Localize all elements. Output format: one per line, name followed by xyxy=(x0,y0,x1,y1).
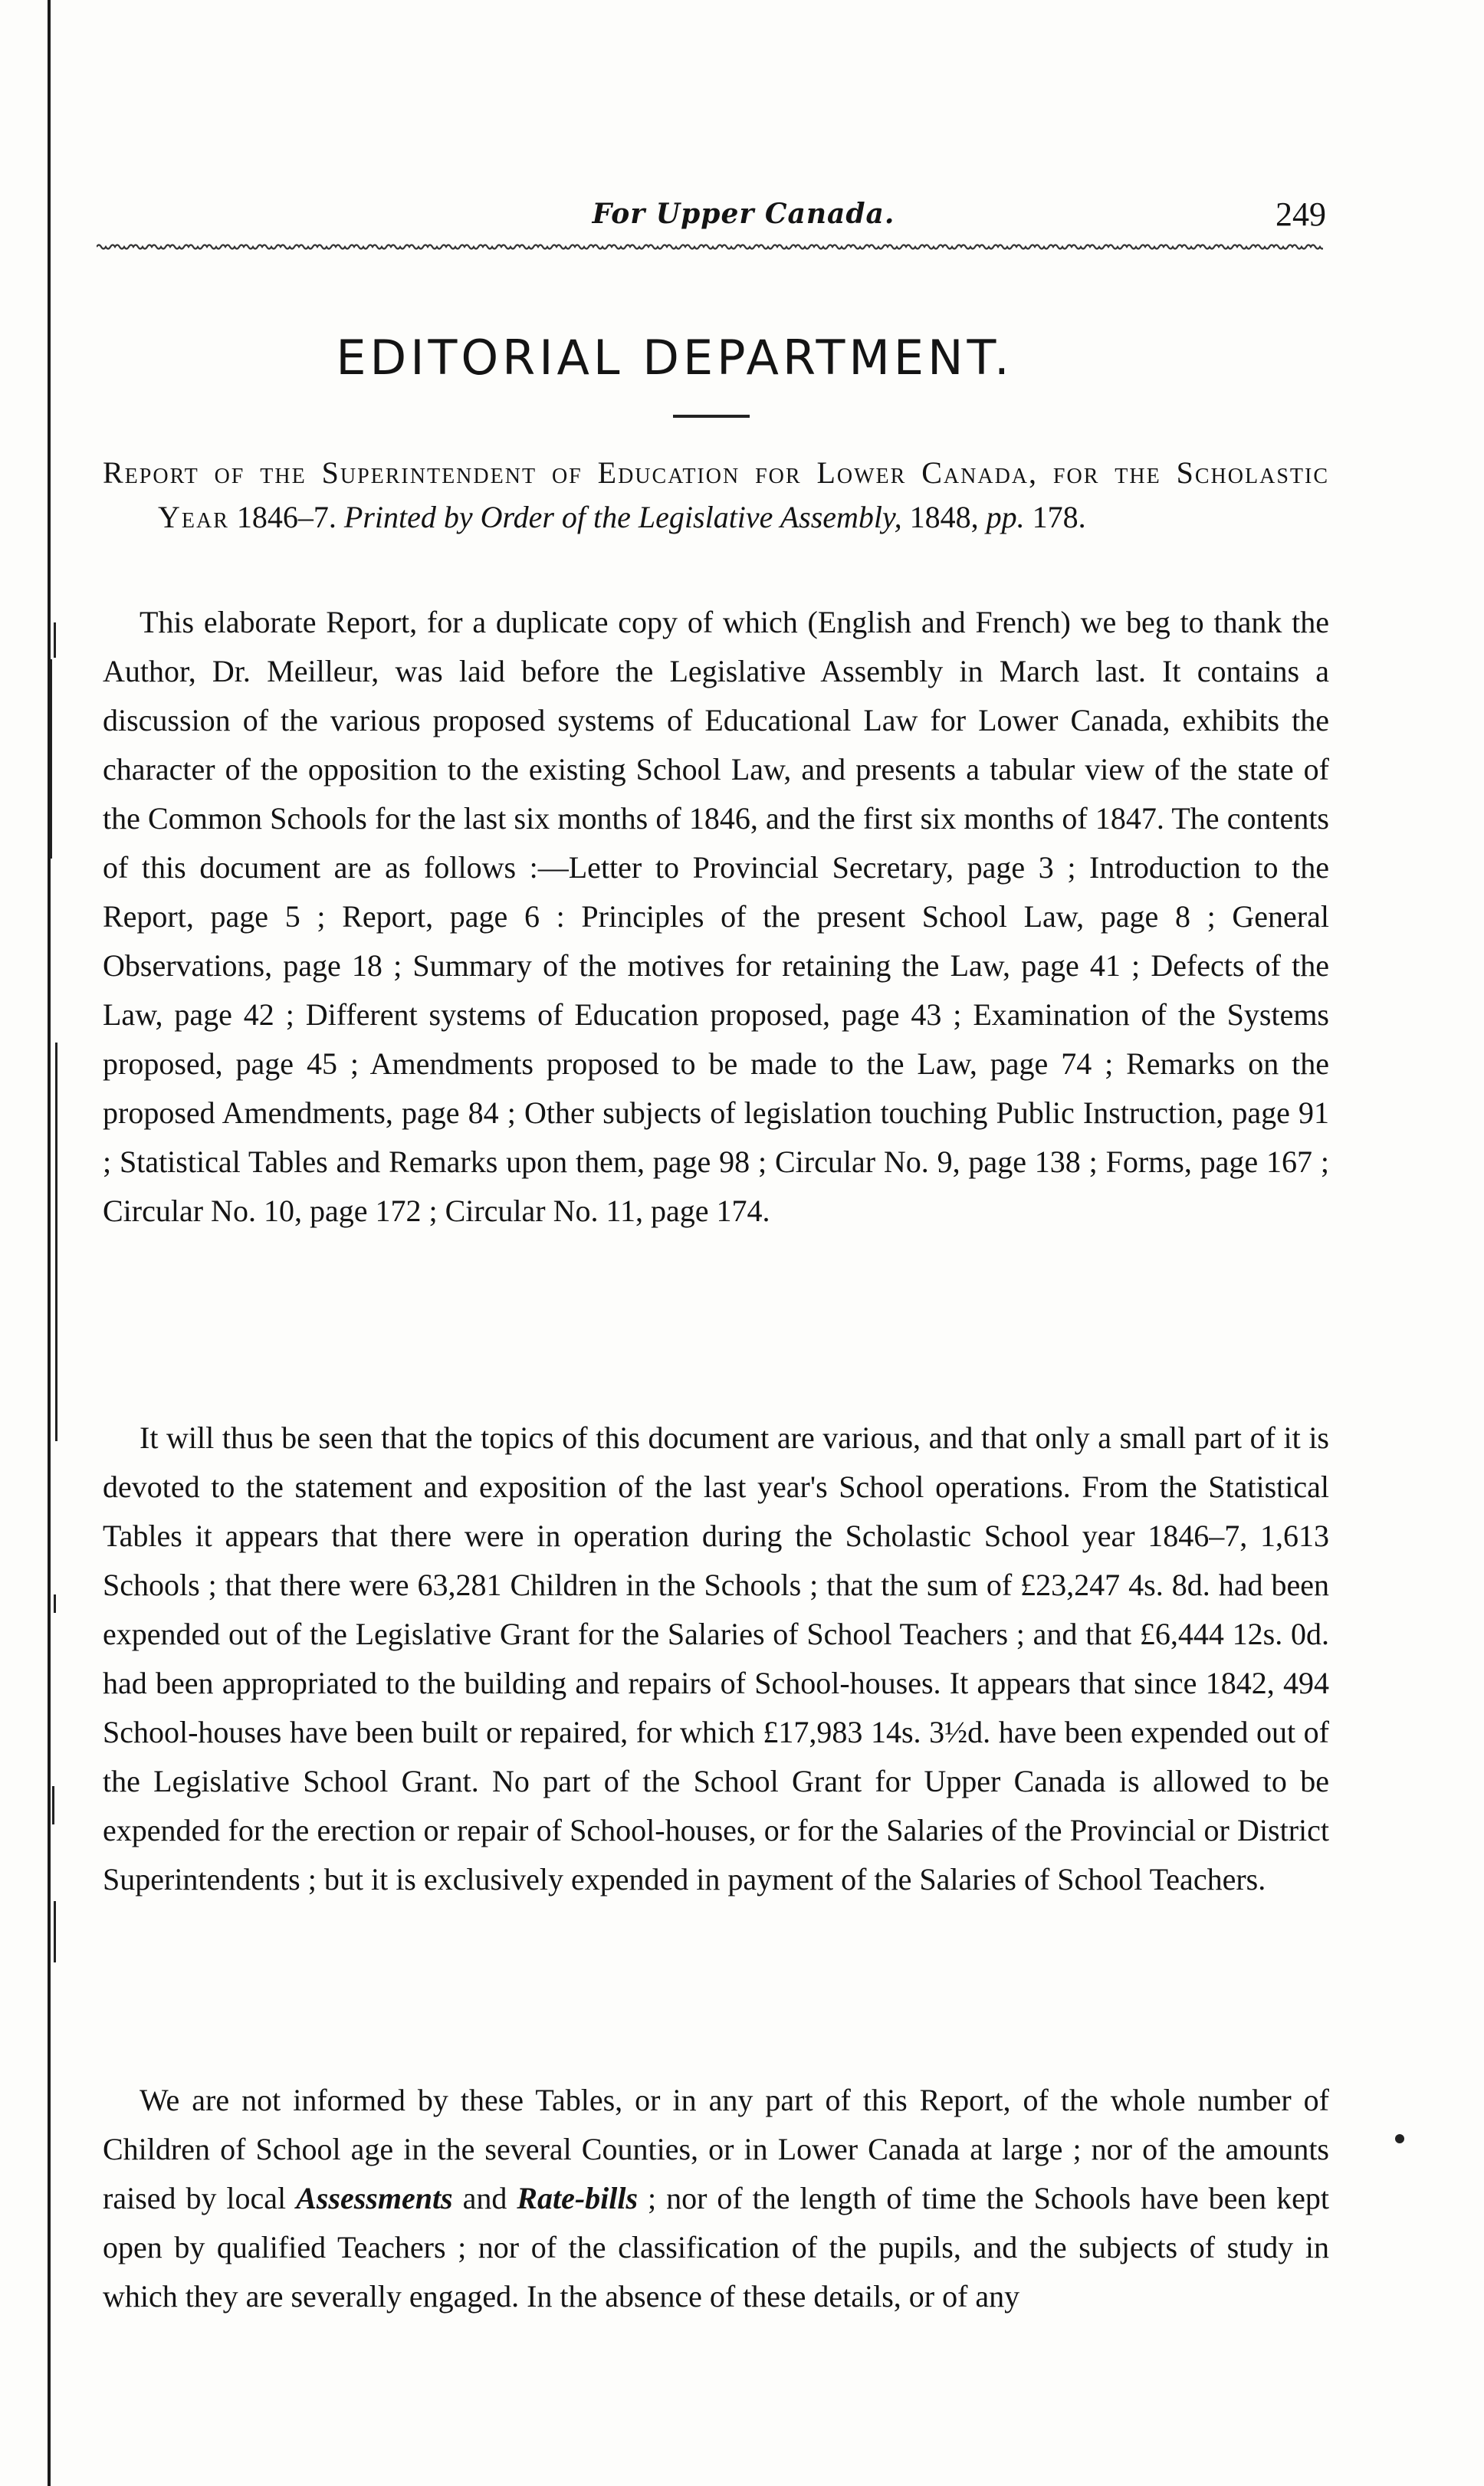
ratebills-term: Rate-bills xyxy=(517,2181,639,2215)
margin-mark xyxy=(51,659,52,859)
margin-mark xyxy=(55,1043,57,1441)
paragraph-text xyxy=(103,2076,1329,2321)
department-heading: EDITORIAL DEPARTMENT. xyxy=(336,330,1013,386)
margin-mark xyxy=(54,1901,56,1962)
margin-mark xyxy=(52,1786,54,1824)
heading-rule xyxy=(673,415,750,418)
report-title-pages: 178. xyxy=(1024,500,1086,534)
paragraph-1 xyxy=(103,598,1329,1236)
page-edge-rule xyxy=(48,0,51,2486)
paragraph-3-part-a: We are not informed by these Tables, or in any part of this Report, of the whole number of Children of School age in the several Counties, or in Lower Canada at large ; nor of the amounts raised by local xyxy=(103,2083,1329,2215)
report-title-printed-by: Printed by Order of the Legislative Assembly, xyxy=(343,500,902,534)
report-title-pp: pp. xyxy=(986,500,1025,534)
assessments-term: Assessments xyxy=(296,2181,453,2215)
paragraph-3 xyxy=(103,2076,1329,2321)
margin-mark xyxy=(54,622,56,658)
paragraph-3-and: and xyxy=(452,2181,517,2215)
paragraph-text: This elaborate Report, for a duplicate copy of which (English and French) we beg to thank the Author, Dr. Meilleur, was laid before the Legislative Assembly in March last. It contains a discussion of the various proposed systems of Educational Law for Lower Canada, exhibits the character of the opposition to the existing School Law, and presents a tabular view of the state of the Common Schools for the last six months of 1846, and the first six months of 1847. The contents of this document are as follows :—Letter to Provincial Secretary, page 3 ; Introduction to the Report, page 5 ; Report, page 6 : Principles of the present School Law, page 8 ; General Observations, page 18 ; Summary of the motives for retaining the Law, page 41 ; Defects of the Law, page 42 ; Different systems of Education proposed, page 43 ; Examination of the Systems proposed, page 45 ; Amendments proposed to be made to the Law, page 74 ; Remarks on the proposed Amendments, page 84 ; Other subjects of legislation touching Public Instruction, page 91 ; Statistical Tables and Remarks upon them, page 98 ; Circular No. 9, page 138 ; Forms, page 167 ; Circular No. 10, page 172 ; Circular No. 11, page 174. xyxy=(103,605,1329,1228)
margin-mark xyxy=(54,1594,56,1613)
paragraph-text: It will thus be seen that the topics of this document are various, and that only a small part of it is devoted to the statement and exposition of the last year's School operations. From the Statistical Tables it appears that there were in operation during the Scholastic School year 1846–7, 1,613 Schools ; that there were 63,281 Children in the Schools ; that the sum of £23,247 4s. 8d. had been expended out of the Legislative Grant for the Salaries of School Teachers ; and that £6,444 12s. 0d. had been appropriated to the building and repairs of School-houses. It appears that since 1842, 494 School-houses have been built or repaired, for which £17,983 14s. 3½d. have been expended out of the Legislative School Grant. No part of the School Grant for Upper Canada is allowed to be expended for the erection or repair of School-houses, or for the Salaries of the Provincial or District Superintendents ; but it is exclusively expended in payment of the Salaries of School Teachers. xyxy=(103,1420,1329,1897)
report-title-year: 1848, xyxy=(901,500,987,534)
paragraph-3-part-b: ; nor of the length of time the Schools have been kept open by qualified Teachers ; nor of the classification of the pupils, and the subjects of study in which they are severally engaged. In the absence of these details, or of any xyxy=(103,2181,1329,2314)
margin-dot xyxy=(1395,2134,1404,2143)
wavy-rule xyxy=(97,239,1323,255)
report-title xyxy=(103,451,1329,540)
report-title-main: Report of the Superintendent of Education for Lower Canada, for the Scholastic Year xyxy=(103,455,1329,534)
running-head xyxy=(100,195,1326,244)
paragraph-2 xyxy=(103,1414,1329,1904)
running-title: For Upper Canada. xyxy=(592,198,895,230)
report-title-years: 1846–7. xyxy=(228,500,344,534)
page-number: 249 xyxy=(1276,195,1326,233)
